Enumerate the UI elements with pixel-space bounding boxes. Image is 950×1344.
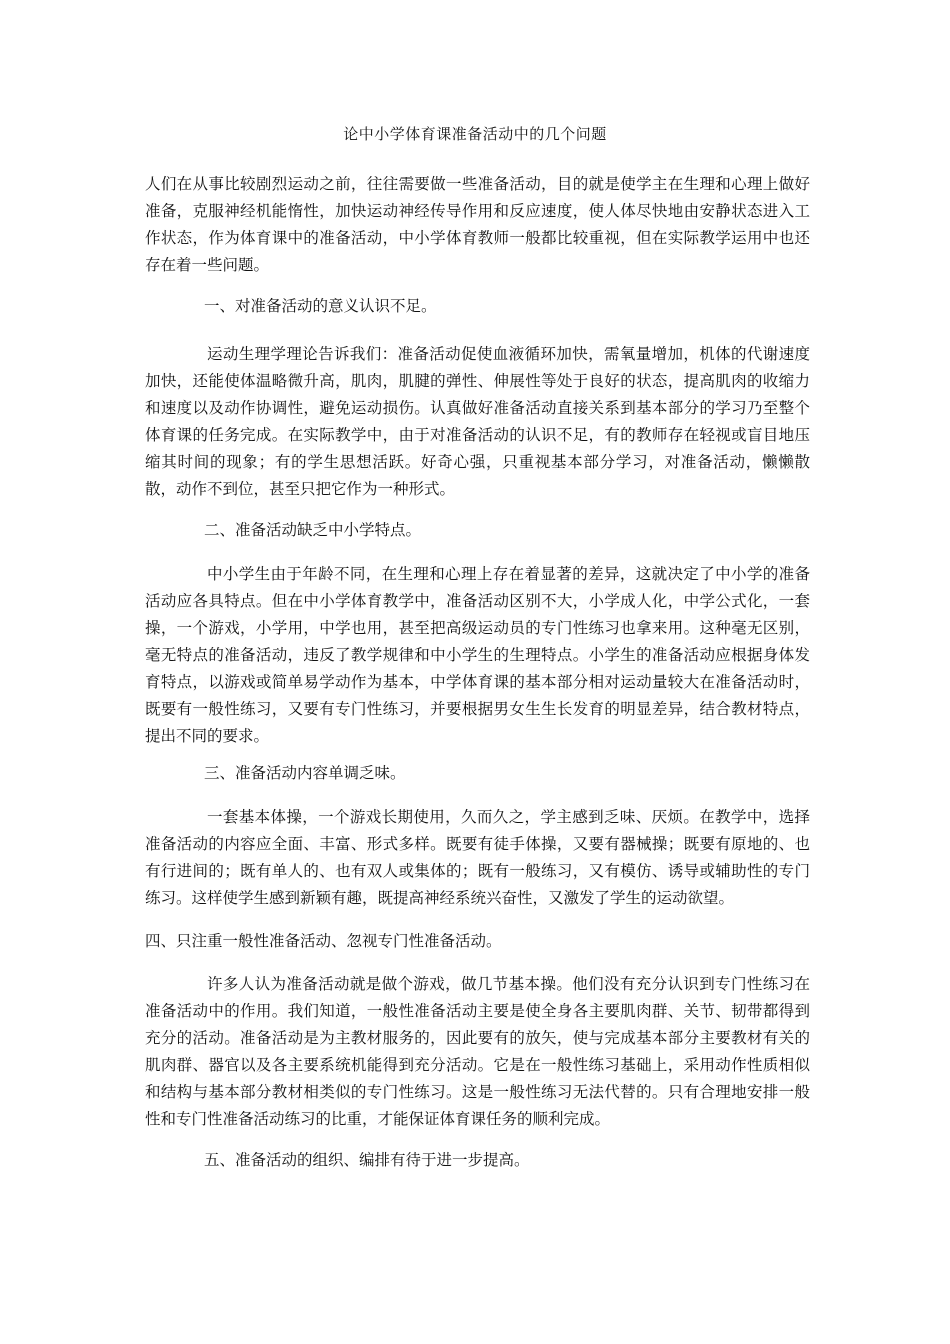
section-paragraph-2: 中小学生由于年龄不同，在生理和心理上存在着显著的差异，这就决定了中小学的准备活动应各具特点。但在中小学体育教学中，准备活动区别不大，小学成人化，中学公式化，一套操，一个游戏，小学用，中学也用，甚至把高级运动员的专门性练习也拿来用。这种毫无区别，毫无特点的准备活动，违反了教学规律和中小学生的生理特点。小学生的准备活动应根据身体发育特点，以游戏或简单易学动作为基本，中学体育课的基本部分相对运动量较大在准备活动时，既要有一般性练习，又要有专门性练习，并要根据男女生生长发育的明显差异，结合教材特点，提出不同的要求。 xyxy=(145,565,810,745)
section-heading-4: 四、只注重一般性准备活动、忽视专门性准备活动。 xyxy=(145,932,502,950)
intro-paragraph: 人们在从事比较剧烈运动之前，往往需要做一些准备活动，目的就是使学主在生理和心理上做好准备，克服神经机能惰性，加快运动神经传导作用和反应速度，使人体尽快地由安静状态进入工作状态，作为体育课中的准备活动，中小学体育教师一般都比较重视，但在实际教学运用中也还存在着一些问题。 xyxy=(145,175,810,274)
section-paragraph-4: 许多人认为准备活动就是做个游戏，做几节基本操。他们没有充分认识到专门性练习在准备活动中的作用。我们知道，一般性准备活动主要是使全身各主要肌肉群、关节、韧带都得到充分的活动。准备活动是为主教材服务的，因此要有的放矢，使与完成基本部分主要教材有关的肌肉群、器官以及各主要系统机能得到充分活动。它是在一般性练习基础上，采用动作性质相似和结构与基本部分教材相类似的专门性练习。这是一般性练习无法代替的。只有合理地安排一般性和专门性准备活动练习的比重，才能保证体育课任务的顺利完成。 xyxy=(145,975,810,1128)
section-heading-3: 三、准备活动内容单调乏味。 xyxy=(204,764,406,782)
section-heading-2: 二、准备活动缺乏中小学特点。 xyxy=(204,521,422,539)
page-title: 论中小学体育课准备活动中的几个问题 xyxy=(343,125,607,143)
section-paragraph-1: 运动生理学理论告诉我们：准备活动促使血液循环加快，需氧量增加，机体的代谢速度加快，还能使体温略微升高，肌肉，肌腱的弹性、伸展性等处于良好的状态，提高肌肉的收缩力和速度以及动作协调性，避免运动损伤。认真做好准备活动直接关系到基本部分的学习乃至整个体育课的任务完成。在实际教学中，由于对准备活动的认识不足，有的教师存在轻视或盲目地压缩其时间的现象；有的学生思想活跃。好奇心强，只重视基本部分学习，对准备活动，懒懒散散，动作不到位，甚至只把它作为一种形式。 xyxy=(145,345,810,498)
section-paragraph-3: 一套基本体操，一个游戏长期使用，久而久之，学主感到乏味、厌烦。在教学中，选择准备活动的内容应全面、丰富、形式多样。既要有徒手体操，又要有器械操；既要有原地的、也有行进间的；既有单人的、也有双人或集体的；既有一般练习，又有模仿、诱导或辅助性的专门练习。这样使学生感到新颖有趣，既提高神经系统兴奋性，又激发了学生的运动欲望。 xyxy=(145,808,810,907)
section-heading-5: 五、准备活动的组织、编排有待于进一步提高。 xyxy=(204,1151,530,1169)
section-heading-1: 一、对准备活动的意义认识不足。 xyxy=(204,297,437,315)
